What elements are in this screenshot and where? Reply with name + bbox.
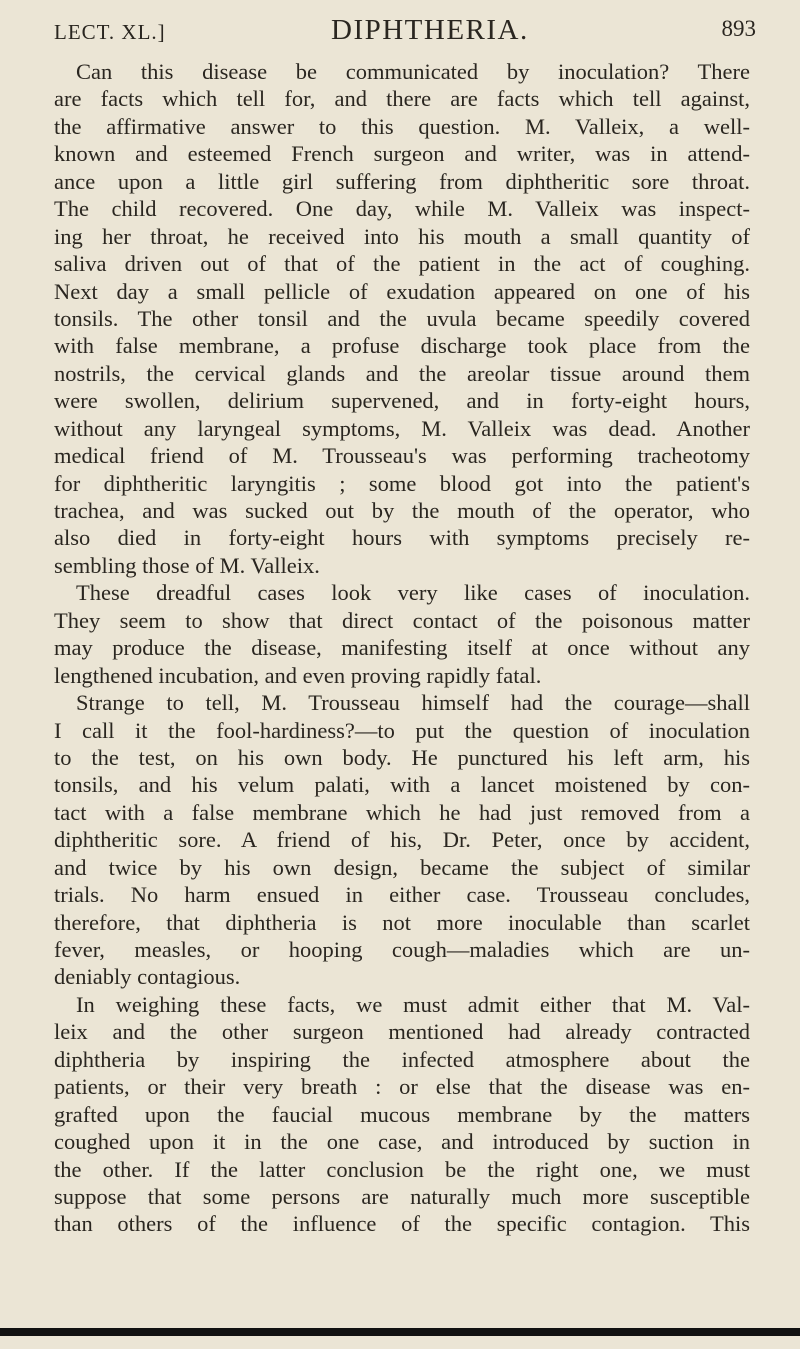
text-line: The child recovered. One day, while M. Valleix was inspect- (54, 196, 750, 222)
text-line: tonsils, and his velum palati, with a lancet moistened by con- (54, 772, 750, 798)
text-line: than others of the influence of the specific contagion. This (54, 1211, 750, 1237)
text-line: to the test, on his own body. He punctured his left arm, his (54, 744, 750, 770)
page-number: 893 (721, 16, 756, 41)
text-line: In weighing these facts, we must admit either that M. Val- (76, 991, 750, 1017)
text-line: medical friend of M. Trousseau's was performing tracheotomy (54, 443, 750, 469)
text-line: These dreadful cases look very like cases of inoculation. (76, 580, 750, 606)
text-line: ance upon a little girl suffering from diphtheritic sore throat. (54, 168, 750, 194)
bottom-edge-rule (0, 1328, 800, 1336)
text-line: coughed upon it in the one case, and introduced by suction in (54, 1129, 750, 1155)
text-line: also died in forty-eight hours with symptoms precisely re- (54, 525, 750, 551)
text-line: therefore, that diphtheria is not more inoculable than scarlet (54, 909, 750, 935)
text-line: Can this disease be communicated by inoculation? There (76, 59, 750, 84)
text-line: the affirmative answer to this question. M. Valleix, a well- (54, 113, 750, 139)
text-line: tact with a false membrane which he had just removed from a (54, 799, 750, 825)
text-line: They seem to show that direct contact of the poisonous matter (54, 607, 750, 633)
text-line: sembling those of M. Valleix. (54, 552, 320, 578)
text-line: with false membrane, a profuse discharge took place from the (54, 333, 750, 359)
text-line: and twice by his own design, became the subject of similar (54, 854, 750, 880)
text-line: ing her throat, he received into his mouth a small quantity of (54, 223, 750, 249)
text-line: deniably contagious. (54, 964, 241, 990)
text-line: without any laryngeal symptoms, M. Valleix was dead. Another (54, 415, 750, 441)
text-line: may produce the disease, manifesting itself at once without any (54, 635, 750, 661)
text-line: trachea, and was sucked out by the mouth of the operator, who (54, 498, 750, 523)
text-line: saliva driven out of that of the patient in the act of coughing. (54, 251, 750, 277)
paragraph (54, 58, 750, 579)
running-title: DIPHTHERIA. (331, 14, 529, 46)
text-line: diphtheritic sore. A friend of his, Dr. Peter, once by accident, (54, 827, 750, 853)
lecture-reference: LECT. XL.] (54, 20, 166, 44)
paragraph (54, 689, 750, 991)
paragraph (54, 579, 750, 689)
text-line: Next day a small pellicle of exudation appeared on one of his (54, 278, 750, 304)
text-line: fever, measles, or hooping cough—maladies which are un- (54, 937, 750, 962)
text-line: for diphtheritic laryngitis ; some blood got into the patient's (54, 470, 750, 496)
text-line: grafted upon the faucial mucous membrane by the matters (54, 1101, 750, 1127)
text-line: the other. If the latter conclusion be the right one, we must (54, 1156, 750, 1182)
text-line: Strange to tell, M. Trousseau himself had the courage—shall (76, 690, 750, 716)
text-line: patients, or their very breath : or else that the disease was en- (54, 1074, 750, 1100)
text-line: nostrils, the cervical glands and the areolar tissue around them (54, 360, 750, 386)
running-header (44, 12, 760, 52)
text-line: leix and the other surgeon mentioned had already contracted (54, 1019, 750, 1045)
text-line: were swollen, delirium supervened, and in forty-eight hours, (54, 388, 750, 414)
text-line: trials. No harm ensued in either case. Trousseau concludes, (54, 882, 750, 908)
paragraph (54, 991, 750, 1238)
body-text (54, 58, 750, 1238)
text-line: diphtheria by inspiring the infected atmosphere about the (54, 1046, 750, 1072)
text-line: lengthened incubation, and even proving rapidly fatal. (54, 662, 542, 688)
text-line: tonsils. The other tonsil and the uvula became speedily covered (54, 305, 750, 331)
text-line: I call it the fool-hardiness?—to put the question of inoculation (54, 717, 750, 743)
text-line: are facts which tell for, and there are facts which tell against, (54, 86, 750, 112)
text-line: suppose that some persons are naturally much more susceptible (54, 1183, 750, 1209)
text-line: known and esteemed French surgeon and writer, was in attend- (54, 141, 750, 167)
